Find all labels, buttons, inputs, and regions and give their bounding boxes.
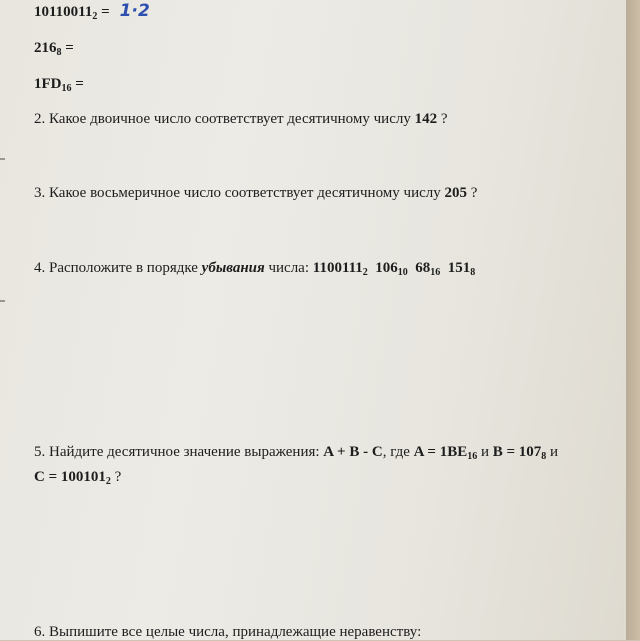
base-subscript: 16: [430, 267, 441, 278]
value-b: B = 107: [492, 444, 542, 460]
question-2-suffix: ?: [437, 111, 448, 127]
base-subscript: 16: [61, 83, 72, 94]
question-3-suffix: ?: [467, 185, 478, 201]
question-5-line-2: [34, 468, 121, 486]
question-2-text: 2. Какое двоичное число соответствует десятичному числу: [34, 111, 415, 127]
question-6-text: 6. Выпишите все целые числа, принадлежащие неравенству:: [34, 624, 422, 640]
question-6: [34, 623, 421, 641]
number-2: 106: [375, 260, 398, 276]
question-5-text: 5. Найдите десятичное значение выражения:: [34, 444, 324, 460]
hex-number: 1FD: [34, 76, 62, 92]
base-subscript: 8: [470, 267, 476, 278]
binary-number: 10110011: [34, 4, 93, 20]
number-3: 68: [415, 260, 431, 276]
question-3-number: 205: [444, 185, 467, 201]
conjunction: и: [477, 444, 493, 460]
question-5-where: , где: [382, 444, 414, 460]
question-2: [34, 110, 448, 128]
equals-sign: =: [97, 4, 110, 20]
base-subscript: 2: [362, 267, 368, 278]
handwritten-answer: 1·2: [119, 1, 150, 21]
base-subscript: 10: [397, 267, 408, 278]
base-subscript: 16: [467, 451, 478, 462]
exercise-1-item-c: [34, 75, 84, 93]
equals-sign: =: [71, 76, 84, 92]
question-3: [34, 184, 477, 202]
margin-mark: [0, 158, 5, 160]
question-4-middle: числа:: [264, 260, 313, 276]
question-3-text: 3. Какое восьмеричное число соответствует десятичному числу: [34, 185, 445, 201]
question-5-line-1: [34, 443, 558, 461]
value-c: C = 100101: [34, 469, 106, 485]
base-subscript: 8: [56, 47, 62, 58]
octal-number: 216: [34, 40, 57, 56]
equals-sign: =: [61, 40, 74, 56]
base-subscript: 8: [541, 451, 547, 462]
conjunction: и: [546, 444, 559, 460]
question-4: [34, 259, 475, 277]
question-4-emphasis: убывания: [201, 260, 265, 276]
base-subscript: 2: [105, 476, 111, 487]
exercise-1-item-a: [34, 2, 150, 21]
question-4-text: 4. Расположите в порядке: [34, 260, 202, 276]
question-2-number: 142: [414, 111, 438, 127]
question-5-expression: A + B - C: [323, 444, 383, 460]
page-edge-background: [626, 0, 640, 640]
question-5-end: ?: [110, 469, 122, 485]
margin-mark: [0, 300, 5, 302]
value-a: A = 1BE: [413, 444, 468, 460]
base-subscript: 2: [92, 11, 98, 22]
number-4: 151: [447, 260, 471, 276]
exercise-1-item-b: [34, 39, 74, 57]
number-1: 1100111: [312, 260, 363, 276]
